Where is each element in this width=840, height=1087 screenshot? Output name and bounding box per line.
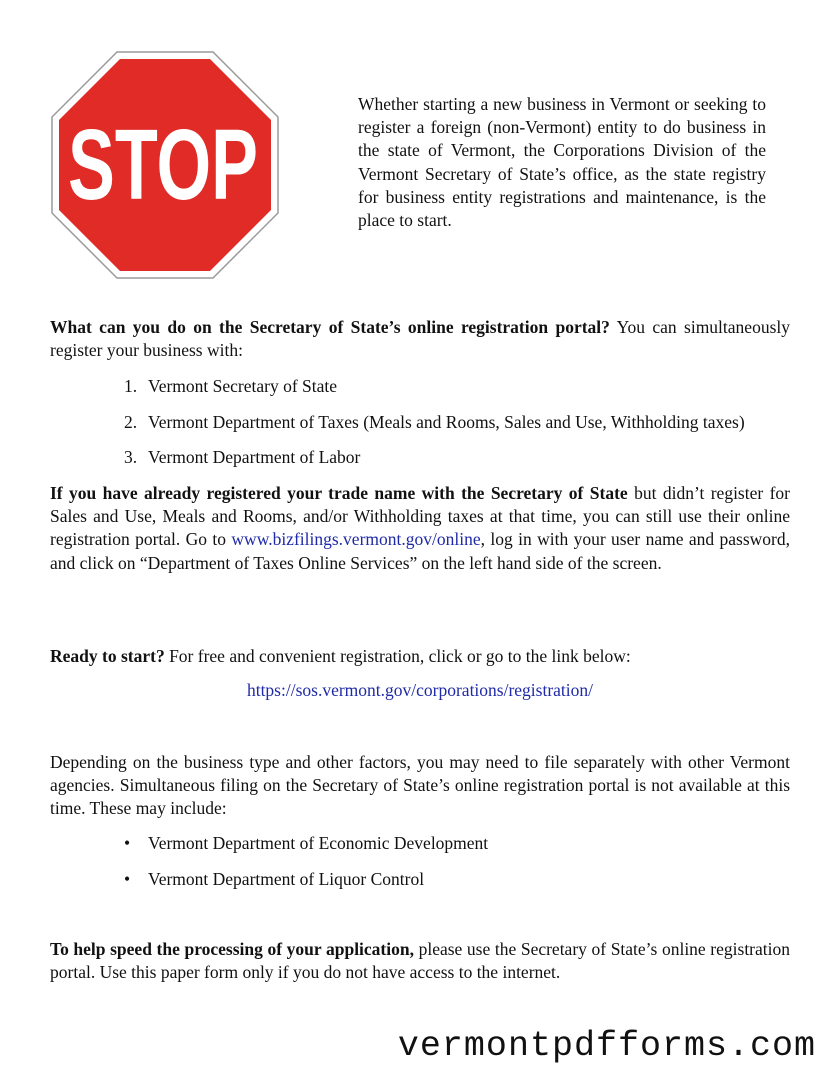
ready-heading: Ready to start? <box>50 646 165 666</box>
speed-text: please use the Secretary of State’s online registration portal. Use this paper form only if you do not have access to the internet. <box>50 939 790 983</box>
list-item-text: Vermont Secretary of State <box>148 376 338 396</box>
list-number: 3. <box>124 447 138 467</box>
registration-link[interactable]: https://sos.vermont.gov/corporations/registration/ <box>246 680 594 700</box>
registration-link-row <box>0 679 840 702</box>
list-item <box>124 375 745 411</box>
portal-question-paragraph <box>50 316 790 362</box>
portal-question-text: You can simultaneously register your business with: <box>50 317 790 361</box>
list-item <box>124 411 745 447</box>
ready-text: For free and convenient registration, click or go to the link below: <box>164 646 631 666</box>
bullet-icon: • <box>124 868 131 889</box>
speed-paragraph <box>50 938 790 984</box>
list-item-text: Vermont Department of Liquor Control <box>148 868 425 889</box>
already-registered-paragraph <box>50 482 790 575</box>
list-item <box>124 868 488 904</box>
already-registered-heading: If you have already registered your trade name with the Secretary of State <box>50 483 628 503</box>
list-item <box>124 446 745 482</box>
list-item <box>124 832 488 868</box>
already-registered-text: but didn’t register for Sales and Use, Meals and Rooms, and/or Withholding taxes at that time, you can still use their online registration portal. Go to <box>50 483 790 550</box>
list-item-text: Vermont Department of Taxes (Meals and Rooms, Sales and Use, Withholding taxes) <box>148 411 745 432</box>
bullet-icon: • <box>124 833 131 853</box>
portal-question-heading: What can you do on the Secretary of State’s online registration portal? <box>50 317 610 337</box>
other-agencies-paragraph: Depending on the business type and other factors, you may need to file separately with other Vermont agencies. Simultaneous filing on the Secretary of State’s online registration portal is not available at this time. These may include: <box>50 752 790 819</box>
list-item-text: Vermont Department of Labor <box>148 447 361 467</box>
speed-heading: To help speed the processing of your application, <box>50 939 414 959</box>
list-item-text: Vermont Department of Economic Development <box>148 833 489 853</box>
list-number: 2. <box>124 411 138 432</box>
stop-sign-image <box>50 50 280 280</box>
other-agency-list <box>124 832 488 903</box>
bizfilings-link[interactable]: www.bizfilings.vermont.gov/online <box>231 529 481 550</box>
register-agency-list <box>124 375 745 482</box>
intro-paragraph: Whether starting a new business in Vermont or seeking to register a foreign (non-Vermont) entity to do business in the state of Vermont, the Corporations Division of the Vermont Secretary of State’s office, as the state registry for business entity registrations and maintenance, is the place to start. <box>358 94 766 231</box>
already-registered-text-end: , log in with your user name and password, and click on “Department of Taxes Online Services” on the left hand side of the screen. <box>50 529 790 573</box>
watermark: vermontpdfforms.com <box>397 1026 816 1066</box>
ready-paragraph <box>50 645 790 668</box>
stop-sign-text: STOP <box>68 109 258 221</box>
list-number: 1. <box>124 376 138 396</box>
